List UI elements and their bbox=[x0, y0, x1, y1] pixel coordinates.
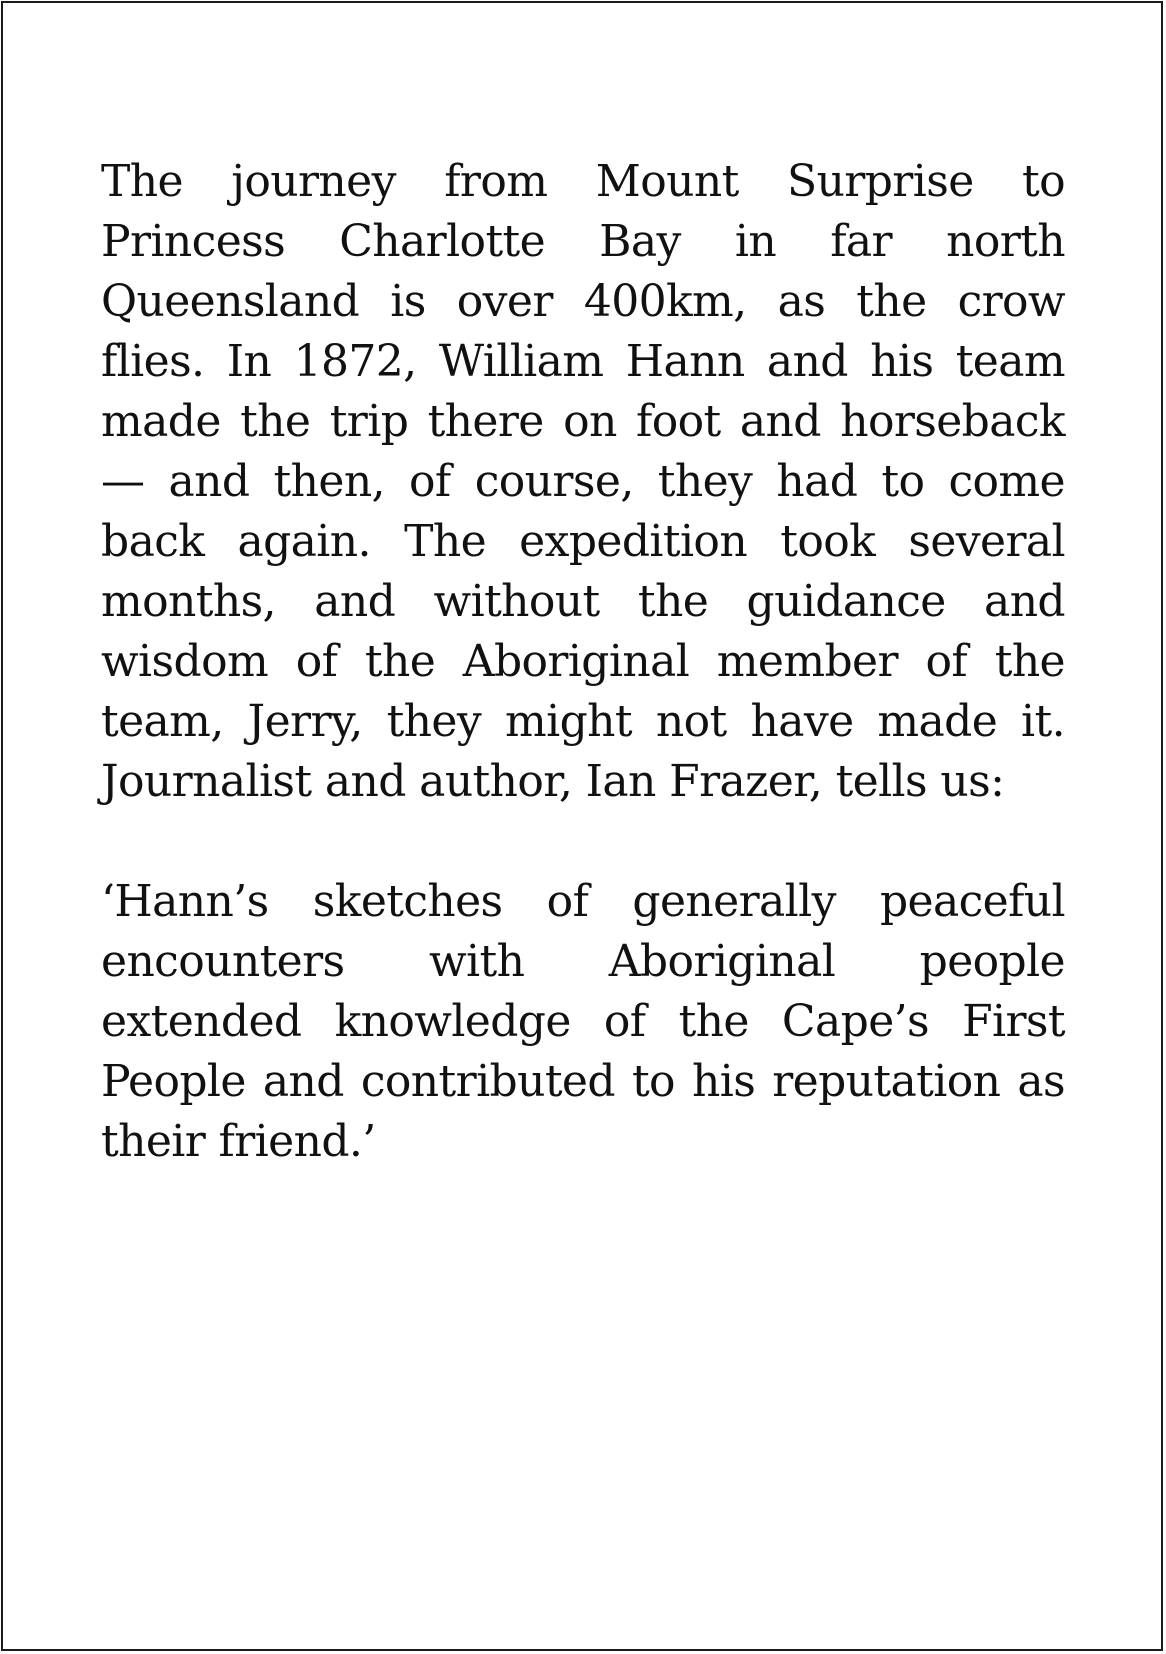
intro-paragraph: The journey from Mount Surprise to Princess Charlotte Bay in far north Queensland is over 400km, as the crow flies. In 1872, William Hann and his team made the trip there on foot and horseback — and then, of course, they had to come back again. The expedition took several months, and without the guidance and wisdom of the Aboriginal member of the team, Jerry, they might not have made it. Journalist and author, Ian Frazer, tells us: bbox=[101, 156, 1065, 807]
body-text bbox=[101, 152, 1065, 1172]
quote-paragraph: ‘Hann’s sketches of generally peaceful encounters with Aboriginal people extended knowledge of the Cape’s First People and contributed to his reputation as their friend.’ bbox=[101, 876, 1065, 1167]
